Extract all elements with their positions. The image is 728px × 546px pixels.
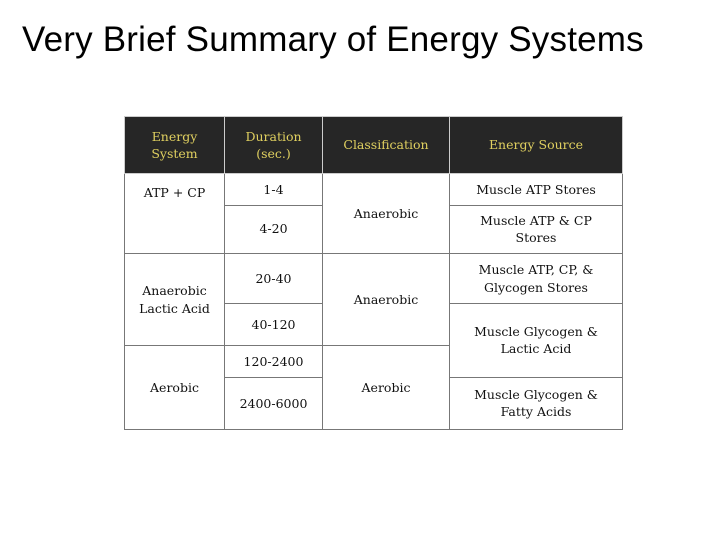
classification-cell: Anaerobic <box>323 253 450 346</box>
header-energy-source: Energy Source <box>450 117 623 174</box>
header-duration: Duration (sec.) <box>225 117 323 174</box>
system-name-cell: Anaerobic Lactic Acid <box>125 253 225 346</box>
energy-source-cell: Muscle ATP, CP, & Glycogen Stores <box>450 253 623 303</box>
duration-cell: 20-40 <box>225 253 323 303</box>
system-name-cell: ATP + CP <box>125 174 225 253</box>
duration-cell: 40-120 <box>225 304 323 346</box>
duration-cell: 1-4 <box>225 174 323 205</box>
classification-cell: Anaerobic <box>323 174 450 253</box>
header-row <box>125 117 623 174</box>
duration-cell: 120-2400 <box>225 346 323 377</box>
header-classification: Classification <box>323 117 450 174</box>
energy-source-cell: Muscle ATP Stores <box>450 174 623 205</box>
energy-source-cell: Muscle Glycogen & Fatty Acids <box>450 377 623 429</box>
table-row <box>125 174 623 205</box>
system-name-cell: Aerobic <box>125 346 225 430</box>
energy-source-cell: Muscle ATP & CP Stores <box>450 205 623 253</box>
energy-systems-table <box>124 116 623 430</box>
duration-cell: 4-20 <box>225 205 323 253</box>
header-energy-system: Energy System <box>125 117 225 174</box>
classification-cell: Aerobic <box>323 346 450 430</box>
slide-title: Very Brief Summary of Energy Systems <box>22 20 644 59</box>
duration-cell: 2400-6000 <box>225 377 323 429</box>
table-row <box>125 253 623 303</box>
energy-source-cell: Muscle Glycogen & Lactic Acid <box>450 304 623 377</box>
